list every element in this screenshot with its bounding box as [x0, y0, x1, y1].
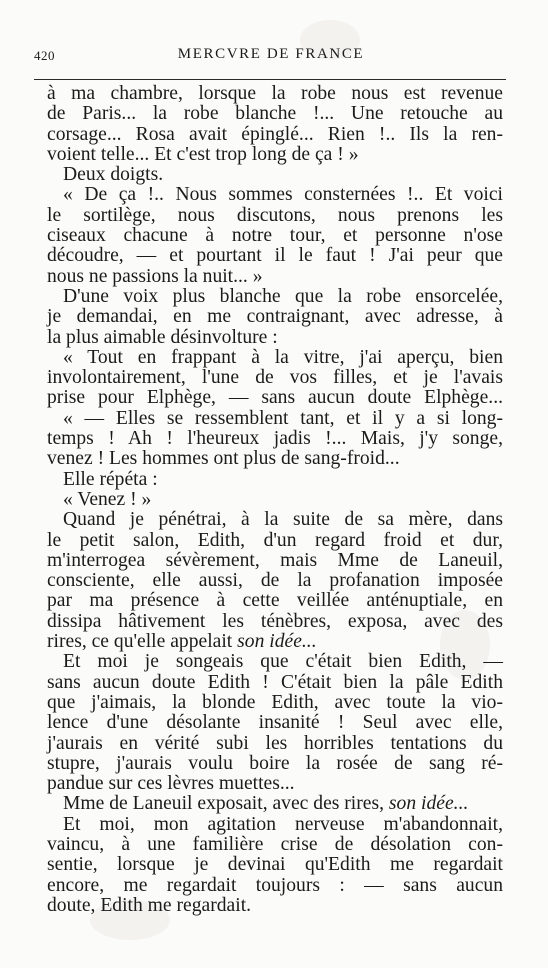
text-line: doute, Edith me regardait. — [47, 894, 252, 916]
text-line: encore, me regardait toujours : — sans aucun — [47, 874, 503, 896]
running-title: MERCVRE DE FRANCE — [177, 46, 365, 62]
text-line: Quand je pénétrai, à la suite de sa mère, dans — [63, 509, 503, 531]
running-header — [34, 40, 508, 68]
text-line: « Venez ! » — [63, 488, 152, 510]
text-line: que j'aimais, la blonde Edith, avec toute la vio- — [47, 691, 503, 713]
text-line: j'aurais en vérité subi les horribles tentations du — [47, 732, 503, 754]
text-line: voient telle... Et c'est trop long de ça ! » — [47, 143, 359, 165]
text-line: la plus aimable désinvolture : — [47, 326, 278, 348]
text-line: sentie, lorsque je devinai qu'Edith me regardait — [47, 854, 503, 876]
text-line: venez ! Les hommes ont plus de sang-froid... — [47, 448, 400, 470]
text-line: par ma présence à cette veillée anténuptiale, en — [47, 590, 503, 612]
text-line: Elle répéta : — [63, 468, 158, 490]
text-line — [47, 794, 503, 814]
text-line: « — Elles se ressemblent tant, et il y a si long- — [63, 407, 503, 429]
text-line: je demandai, en me contraignant, avec adresse, à — [47, 306, 503, 328]
text-line: « De ça !.. Nous sommes consternées !.. Et voici — [63, 184, 503, 206]
text-line-start: Mme de Laneuil exposait, avec des rires, — [63, 793, 385, 815]
text-line: consciente, elle aussi, de la profanation imposée — [47, 570, 503, 592]
text-line: corsage... Rosa avait épinglé... Rien !.. Ils la ren- — [47, 123, 503, 145]
text-line: le sortilège, nous discutons, nous prenons les — [47, 204, 503, 226]
text-line — [47, 632, 503, 652]
text-line: stupre, j'aurais voulu boire la rosée de sang ré- — [47, 752, 503, 774]
body-text — [47, 84, 503, 916]
page-number: 420 — [34, 48, 55, 63]
text-line: m'interrogea sévèrement, mais Mme de Laneuil, — [47, 549, 503, 571]
italic-phrase: son idée... — [237, 631, 317, 653]
text-line: D'une voix plus blanche que la robe ensorcelée, — [63, 285, 503, 307]
text-line: à ma chambre, lorsque la robe nous est revenue — [47, 83, 503, 104]
italic-phrase: son idée... — [388, 793, 469, 815]
text-line: ciseaux chacune à notre tour, et personne n'ose — [47, 225, 503, 247]
text-line: « Tout en frappant à la vitre, j'ai aperçu, bien — [63, 346, 503, 368]
header-rule — [34, 79, 506, 80]
text-line: sans aucun doute Edith ! C'était bien la pâle Edith — [47, 671, 503, 693]
text-line: le petit salon, Edith, d'un regard froid et dur, — [47, 529, 503, 551]
text-line: temps ! Ah ! l'heureux jadis !... Mais, j'y songe, — [47, 428, 503, 450]
text-line: nous ne passions la nuit... » — [47, 265, 263, 287]
text-line: Et moi je songeais que c'était bien Edith, — — [63, 651, 503, 673]
text-line: Deux doigts. — [63, 164, 164, 186]
text-line: prise pour Elphège, — sans aucun doute Elphège... — [47, 387, 503, 409]
text-line: lence d'une désolante insanité ! Seul avec elle, — [47, 712, 503, 734]
text-line: de Paris... la robe blanche !... Une retouche au — [47, 103, 503, 125]
text-line-start: rires, ce qu'elle appelait — [47, 631, 233, 653]
text-line: dissipa hâtivement les ténèbres, exposa, avec des — [47, 610, 503, 632]
text-line: involontairement, l'une de vos filles, et je l'avais — [47, 367, 503, 389]
text-line: découdre, — et pourtant il le faut ! J'ai peur que — [47, 245, 503, 267]
text-line: vaincu, à une familière crise de désolation con- — [47, 833, 503, 855]
text-line: Et moi, mon agitation nerveuse m'abandonnait, — [63, 813, 503, 835]
text-line: pandue sur ces lèvres muettes... — [47, 773, 295, 795]
